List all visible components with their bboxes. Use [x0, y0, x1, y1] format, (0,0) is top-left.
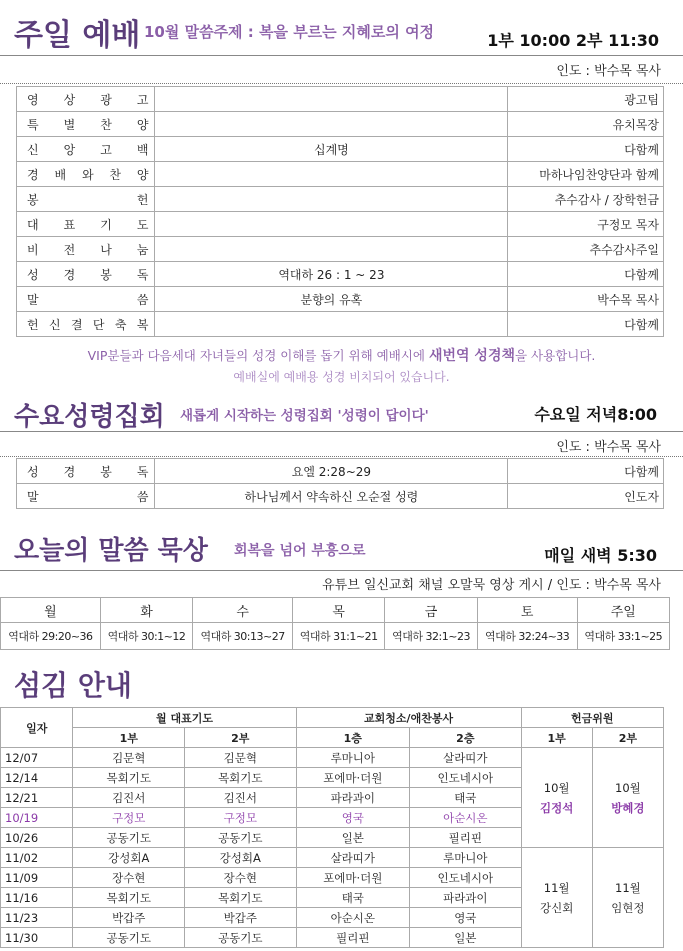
- clean-floor2: 살라띠가: [410, 748, 522, 768]
- service-table: [0, 707, 664, 948]
- order-name-char: 나: [100, 242, 112, 257]
- order-name-text: [21, 141, 150, 158]
- row-date: 12/07: [1, 748, 73, 768]
- sub-2bu: 2부: [185, 728, 297, 748]
- offering-name: 임현정: [611, 900, 645, 915]
- order-name-text: [21, 316, 150, 333]
- day-header: 토: [477, 598, 577, 623]
- order-name-text: [21, 488, 150, 505]
- order-row: [17, 137, 664, 162]
- order-name-char: 눔: [136, 242, 149, 257]
- order-name-char: 도: [136, 217, 149, 232]
- sunday-order-table: [16, 86, 664, 337]
- row-date: 10/19: [1, 808, 73, 828]
- clean-floor2: 파라과이: [410, 888, 522, 908]
- order-name-char: 봉: [27, 192, 39, 207]
- order-name-char: 백: [136, 142, 149, 157]
- day-reading: 역대하 32:1~23: [385, 623, 477, 650]
- clean-floor2: 태국: [410, 788, 522, 808]
- prayer-1bu: 목회기도: [73, 888, 185, 908]
- service-title: 섬김 안내: [14, 669, 132, 702]
- order-person: 다함께: [508, 312, 664, 337]
- order-row: [17, 87, 664, 112]
- prayer-2bu: 목회기도: [185, 768, 297, 788]
- order-name-text: [21, 166, 150, 183]
- row-date: 11/09: [1, 868, 73, 888]
- order-row: [17, 287, 664, 312]
- order-name-text: [21, 216, 150, 233]
- offering-month: 10월: [615, 780, 641, 795]
- order-name-char: 말: [27, 292, 39, 307]
- order-name-text: [21, 241, 150, 258]
- row-date: 11/02: [1, 848, 73, 868]
- order-name-char: 경: [63, 267, 76, 282]
- order-name-char: 배: [54, 167, 67, 182]
- group-prayer: 월 대표기도: [73, 708, 296, 728]
- order-name: [17, 87, 155, 112]
- order-content: [155, 162, 508, 187]
- order-name: [17, 262, 155, 287]
- order-row: [17, 212, 664, 237]
- clean-floor1: 포에마·더원: [296, 768, 410, 788]
- order-person: 인도자: [508, 484, 664, 509]
- prayer-1bu: 구정모: [73, 808, 185, 828]
- wednesday-order-table: [16, 458, 664, 509]
- order-name-char: 단: [92, 317, 105, 332]
- order-person: 추수감사 / 장학헌금: [508, 187, 664, 212]
- table-row: [1, 848, 664, 868]
- wednesday-time: 수요일 저녁8:00: [534, 405, 657, 424]
- clean-floor1: 살라띠가: [296, 848, 410, 868]
- day-header: 금: [385, 598, 477, 623]
- meditation-week-table: [0, 597, 670, 650]
- order-name-char: 대: [27, 217, 39, 232]
- order-name-char: 헌: [27, 317, 39, 332]
- sub-1bu: 1부: [73, 728, 185, 748]
- prayer-2bu: 박갑주: [185, 908, 297, 928]
- divider: [0, 456, 683, 457]
- order-content: 요엘 2:28~29: [155, 459, 508, 484]
- order-content: 십계명: [155, 137, 508, 162]
- order-name-char: 봉: [100, 267, 112, 282]
- prayer-1bu: 강성회A: [73, 848, 185, 868]
- order-name-char: 복: [136, 317, 149, 332]
- wednesday-subtitle: 새롭게 시작하는 성령집회 '성령이 답이다': [180, 408, 429, 424]
- row-date: 10/26: [1, 828, 73, 848]
- order-name-char: 독: [136, 267, 149, 282]
- order-name-char: 경: [27, 167, 39, 182]
- order-name-text: [21, 116, 150, 133]
- order-content: [155, 312, 508, 337]
- order-name-text: [21, 463, 150, 480]
- order-name-char: 경: [63, 464, 76, 479]
- order-person: 유치목장: [508, 112, 664, 137]
- order-name: [17, 459, 155, 484]
- order-name: [17, 212, 155, 237]
- order-name-char: 씀: [136, 292, 149, 307]
- offering-name: 방혜경: [611, 800, 645, 815]
- sunday-leader: 인도 : 박수목 목사: [556, 64, 661, 79]
- order-person: 추수감사주일: [508, 237, 664, 262]
- order-name-char: 성: [27, 464, 39, 479]
- table-row: [1, 748, 664, 768]
- prayer-1bu: 목회기도: [73, 768, 185, 788]
- clean-floor2: 인도네시아: [410, 768, 522, 788]
- day-reading: 역대하 33:1~25: [577, 623, 669, 650]
- day-reading: 역대하 32:24~33: [477, 623, 577, 650]
- order-name-char: 성: [27, 267, 39, 282]
- bible-notice-text-end: 을 사용합니다.: [515, 348, 596, 363]
- offering-name: 강신회: [540, 900, 574, 915]
- order-name-text: [21, 266, 150, 283]
- sunday-title: 주일 예배: [14, 18, 141, 53]
- order-name: [17, 162, 155, 187]
- order-person: 광고팀: [508, 87, 664, 112]
- order-row: [17, 187, 664, 212]
- sunday-times: 1부 10:00 2부 11:30: [487, 31, 659, 50]
- order-name-char: 봉: [100, 464, 112, 479]
- order-name-char: 특: [27, 117, 39, 132]
- order-row: [17, 459, 664, 484]
- order-name-char: 신: [48, 317, 61, 332]
- order-row: [17, 162, 664, 187]
- row-date: 12/14: [1, 768, 73, 788]
- order-name: [17, 112, 155, 137]
- day-header: 수: [193, 598, 293, 623]
- row-date: 12/21: [1, 788, 73, 808]
- day-reading: 역대하 30:13~27: [193, 623, 293, 650]
- clean-floor2: 루마니아: [410, 848, 522, 868]
- order-content: 분향의 유혹: [155, 287, 508, 312]
- prayer-2bu: 강성회A: [185, 848, 297, 868]
- order-name-text: [21, 291, 150, 308]
- meditation-time: 매일 새벽 5:30: [544, 546, 657, 565]
- order-name-char: 양: [136, 167, 149, 182]
- sub-off-2bu: 2부: [592, 728, 663, 748]
- order-name-char: 찬: [100, 117, 112, 132]
- bible-notice-text: VIP분들과 다음세대 자녀들의 성경 이해를 돕기 위해 예배시에: [87, 348, 429, 363]
- divider: [0, 55, 683, 56]
- meditation-info: 유튜브 일신교회 채널 오말묵 영상 게시 / 인도 : 박수목 목사: [322, 578, 661, 593]
- order-name: [17, 312, 155, 337]
- order-name-char: 결: [70, 317, 83, 332]
- prayer-1bu: 공동기도: [73, 928, 185, 948]
- clean-floor1: 루마니아: [296, 748, 410, 768]
- bible-notice: [0, 345, 683, 365]
- offering-nov-1bu: [521, 848, 592, 948]
- prayer-2bu: 김진서: [185, 788, 297, 808]
- prayer-2bu: 장수현: [185, 868, 297, 888]
- order-content: [155, 112, 508, 137]
- prayer-2bu: 김문혁: [185, 748, 297, 768]
- day-header: 월: [1, 598, 101, 623]
- order-person: 다함께: [508, 459, 664, 484]
- order-name-char: 표: [63, 217, 76, 232]
- prayer-1bu: 김문혁: [73, 748, 185, 768]
- order-name-char: 찬: [109, 167, 121, 182]
- order-person: 다함께: [508, 137, 664, 162]
- wednesday-leader: 인도 : 박수목 목사: [556, 440, 661, 455]
- prayer-2bu: 공동기도: [185, 928, 297, 948]
- order-name-char: 별: [63, 117, 76, 132]
- offering-month: 11월: [615, 880, 641, 895]
- clean-floor2: 아순시온: [410, 808, 522, 828]
- offering-month: 11월: [543, 880, 570, 895]
- clean-floor2: 영국: [410, 908, 522, 928]
- order-name-char: 비: [27, 242, 39, 257]
- day-header: 주일: [577, 598, 669, 623]
- order-name: [17, 287, 155, 312]
- order-person: 다함께: [508, 262, 664, 287]
- order-name-char: 고: [136, 92, 149, 107]
- bible-notice-bold: 새번역 성경책: [428, 348, 515, 364]
- day-header: 목: [293, 598, 385, 623]
- prayer-1bu: 공동기도: [73, 828, 185, 848]
- row-date: 11/30: [1, 928, 73, 948]
- order-name-char: 기: [100, 217, 112, 232]
- clean-floor1: 포에마·더원: [296, 868, 410, 888]
- clean-floor1: 아순시온: [296, 908, 410, 928]
- divider: [0, 570, 683, 571]
- order-person: 구정모 목자: [508, 212, 664, 237]
- order-name-char: 축: [114, 317, 127, 332]
- meditation-title: 오늘의 말씀 묵상: [14, 536, 208, 566]
- order-content: [155, 87, 508, 112]
- prayer-2bu: 목회기도: [185, 888, 297, 908]
- order-person: 마하나임찬양단과 함께: [508, 162, 664, 187]
- clean-floor1: 일본: [296, 828, 410, 848]
- clean-floor2: 인도네시아: [410, 868, 522, 888]
- order-name-char: 신: [27, 142, 39, 157]
- prayer-2bu: 구정모: [185, 808, 297, 828]
- offering-name: 김정석: [540, 800, 574, 815]
- order-name: [17, 484, 155, 509]
- order-name-char: 씀: [136, 489, 149, 504]
- order-content: [155, 212, 508, 237]
- wednesday-title: 수요성령집회: [14, 402, 165, 432]
- order-name-char: 양: [136, 117, 149, 132]
- offering-month: 10월: [543, 780, 570, 795]
- offering-oct-1bu: [521, 748, 592, 848]
- order-name: [17, 137, 155, 162]
- order-name: [17, 187, 155, 212]
- order-name-char: 독: [136, 464, 149, 479]
- order-name-char: 전: [63, 242, 76, 257]
- sub-floor1: 1층: [296, 728, 410, 748]
- order-name-text: [21, 191, 150, 208]
- order-row: [17, 112, 664, 137]
- clean-floor1: 파라과이: [296, 788, 410, 808]
- order-name-char: 상: [63, 92, 76, 107]
- col-date: 일자: [1, 708, 73, 748]
- row-date: 11/16: [1, 888, 73, 908]
- offering-oct-2bu: [592, 748, 663, 848]
- clean-floor1: 태국: [296, 888, 410, 908]
- prayer-2bu: 공동기도: [185, 828, 297, 848]
- group-offering: 헌금위원: [521, 708, 663, 728]
- clean-floor1: 필리핀: [296, 928, 410, 948]
- prayer-1bu: 박갑주: [73, 908, 185, 928]
- divider: [0, 431, 683, 432]
- meditation-subtitle: 회복을 넘어 부흥으로: [234, 543, 366, 559]
- day-reading: 역대하 31:1~21: [293, 623, 385, 650]
- order-row: [17, 237, 664, 262]
- order-person: 박수목 목사: [508, 287, 664, 312]
- order-name-char: 광: [100, 92, 112, 107]
- offering-nov-2bu: [592, 848, 663, 948]
- sunday-theme: 10월 말씀주제 : 복을 부르는 지혜로의 여정: [144, 23, 435, 41]
- clean-floor2: 필리핀: [410, 828, 522, 848]
- prayer-1bu: 김진서: [73, 788, 185, 808]
- bible-notice-2: 예배실에 예배용 성경 비치되어 있습니다.: [233, 370, 450, 384]
- divider: [0, 83, 683, 84]
- day-header: 화: [100, 598, 192, 623]
- order-content: [155, 187, 508, 212]
- order-content: 하나님께서 약속하신 오순절 성령: [155, 484, 508, 509]
- order-name-char: 앙: [63, 142, 76, 157]
- sub-floor2: 2층: [410, 728, 522, 748]
- clean-floor2: 일본: [410, 928, 522, 948]
- order-name: [17, 237, 155, 262]
- group-clean: 교회청소/애찬봉사: [296, 708, 521, 728]
- order-name-char: 말: [27, 489, 39, 504]
- prayer-1bu: 장수현: [73, 868, 185, 888]
- order-content: [155, 237, 508, 262]
- row-date: 11/23: [1, 908, 73, 928]
- order-name-char: 고: [100, 142, 112, 157]
- clean-floor1: 영국: [296, 808, 410, 828]
- day-reading: 역대하 29:20~36: [1, 623, 101, 650]
- order-content: 역대하 26 : 1 ~ 23: [155, 262, 508, 287]
- day-reading: 역대하 30:1~12: [100, 623, 192, 650]
- order-row: [17, 312, 664, 337]
- order-name-char: 와: [81, 167, 94, 182]
- order-name-char: 영: [27, 92, 39, 107]
- order-row: [17, 484, 664, 509]
- order-name-char: 헌: [136, 192, 149, 207]
- sub-off-1bu: 1부: [521, 728, 592, 748]
- order-row: [17, 262, 664, 287]
- order-name-text: [21, 91, 150, 108]
